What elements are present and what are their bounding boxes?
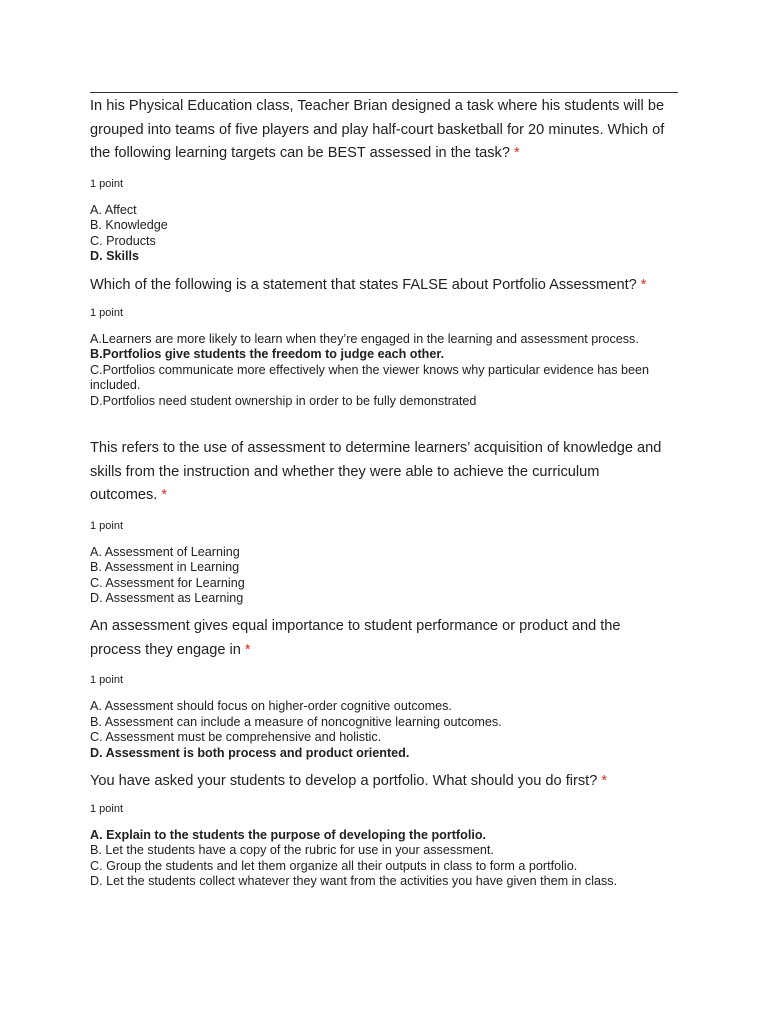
answer-option-c: C. Assessment must be comprehensive and holistic.	[90, 730, 382, 744]
question-4	[90, 615, 690, 761]
required-asterisk: *	[640, 277, 647, 293]
question-2	[90, 274, 690, 409]
required-asterisk: *	[161, 487, 168, 503]
answer-option-a: A. Explain to the students the purpose of developing the portfolio.	[90, 827, 487, 842]
required-asterisk: *	[601, 773, 608, 789]
answer-option-d: D. Assessment as Learning	[90, 591, 244, 605]
answer-option-d: D. Let the students collect whatever they want from the activities you have given them in class.	[90, 874, 618, 888]
required-asterisk: *	[513, 145, 520, 161]
answer-option-a: A. Assessment should focus on higher-order cognitive outcomes.	[90, 699, 452, 713]
points-label: 1 point	[90, 177, 124, 190]
answer-option-d: D. Assessment is both process and product oriented.	[90, 745, 410, 760]
answer-option-c: C. Products	[90, 233, 156, 248]
answer-option-d: D. Skills	[90, 249, 139, 263]
answer-options	[90, 828, 690, 890]
answer-option-a: A. Assessment of Learning	[90, 544, 240, 559]
answer-option-b: B. Knowledge	[90, 218, 168, 232]
question-text-content: This refers to the use of assessment to determine learners’ acquisition of knowledge and skills from the instruction and whether they were able to achieve the curriculum outcomes.	[90, 440, 662, 503]
question-text-content: An assessment gives equal importance to student performance or product and the process they engage in	[90, 618, 621, 658]
answer-option-c: C. Group the students and let them organize all their outputs in class to form a portfolio.	[90, 858, 578, 873]
answer-option-c: C. Assessment for Learning	[90, 575, 245, 590]
required-asterisk: *	[244, 641, 251, 658]
question-text	[90, 770, 690, 794]
answer-option-a: A. Affect	[90, 202, 137, 217]
answer-options	[90, 699, 690, 761]
question-text-content: Which of the following is a statement that states FALSE about Portfolio Assessment?	[90, 277, 637, 293]
answer-option-b: B. Assessment can include a measure of noncognitive learning outcomes.	[90, 714, 502, 729]
answer-option-d: D.Portfolios need student ownership in order to be fully demonstrated	[90, 393, 477, 408]
answer-option-c: C.Portfolios communicate more effectively when the viewer knows why particular evidence has been included.	[90, 362, 650, 392]
points-label: 1 point	[90, 674, 124, 686]
points-label: 1 point	[90, 519, 124, 532]
question-text	[90, 615, 660, 662]
answer-options	[90, 203, 690, 265]
question-5	[90, 770, 690, 890]
answer-option-b: B.Portfolios give students the freedom to judge each other.	[90, 347, 445, 361]
points-label: 1 point	[90, 306, 124, 319]
question-3	[90, 437, 690, 607]
question-text-content: You have asked your students to develop a portfolio. What should you do first?	[90, 773, 598, 789]
question-text-content: In his Physical Education class, Teacher Brian designed a task where his students will be grouped into teams of five players and play half-court basketball for 20 minutes. Which of the following learning targets can be BEST assessed in the task?	[90, 98, 665, 161]
answer-option-a: A.Learners are more likely to learn when they’re engaged in the learning and assessment process.	[90, 331, 639, 346]
question-1	[90, 95, 690, 265]
question-text	[90, 437, 675, 508]
top-divider	[90, 92, 678, 93]
answer-options	[90, 545, 690, 607]
question-text	[90, 95, 685, 166]
points-label: 1 point	[90, 802, 124, 815]
answer-option-b: B. Let the students have a copy of the rubric for use in your assessment.	[90, 843, 494, 857]
answer-option-b: B. Assessment in Learning	[90, 560, 240, 574]
answer-options	[90, 332, 690, 410]
question-text	[90, 274, 690, 298]
